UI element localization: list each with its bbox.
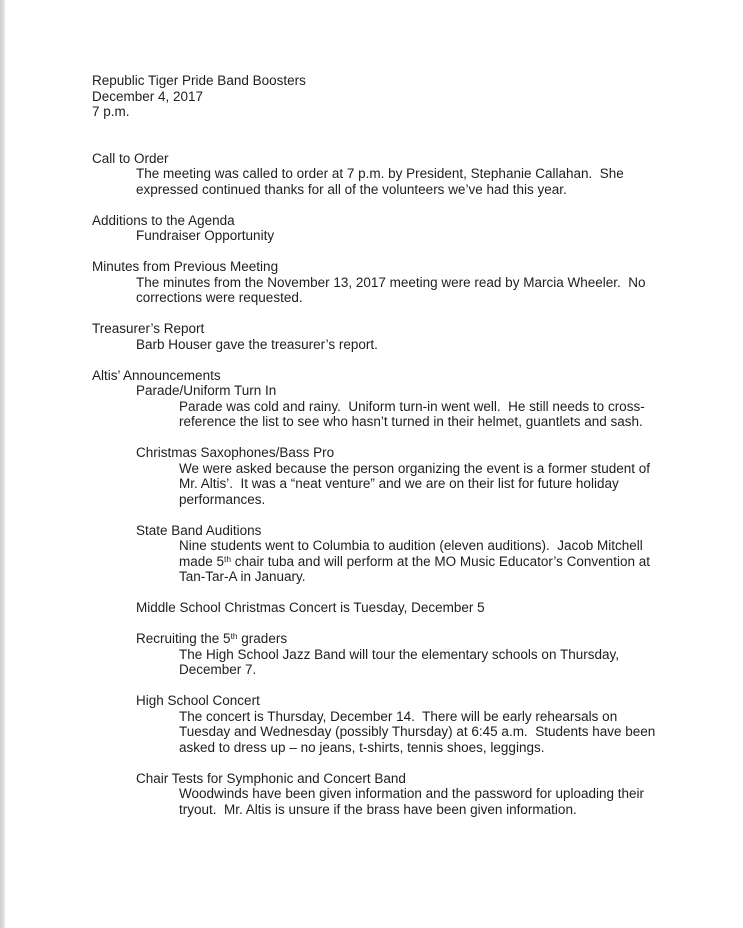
- body-line: reference the list to see who hasn’t turned in their helmet, guantlets and sash.: [179, 414, 643, 429]
- section-title: Altis’ Announcements: [92, 367, 221, 383]
- body-line: performances.: [179, 491, 266, 507]
- body-line: Tan-Tar-A in January.: [179, 569, 306, 584]
- body-line: December 7.: [179, 662, 257, 677]
- section-chair-tests: [0, 771, 743, 818]
- section-title: Minutes from Previous Meeting: [92, 259, 279, 274]
- section-title: Middle School Christmas Concert is Tuesday, December 5: [136, 600, 485, 615]
- body-line: Barb Houser gave the treasurer’s report.: [136, 336, 378, 352]
- body-line: The concert is Thursday, December 14. There will be early rehearsals on: [179, 708, 618, 724]
- section-title: State Band Auditions: [136, 522, 262, 538]
- section-title: Call to Order: [92, 150, 169, 166]
- section-title: Parade/Uniform Turn In: [136, 383, 277, 398]
- section-title: Chair Tests for Symphonic and Concert Band: [136, 770, 406, 786]
- section-high-school-concert: [0, 693, 743, 755]
- body-line: corrections were requested.: [136, 290, 303, 305]
- section-title: Additions to the Agenda: [92, 212, 235, 228]
- section-title: Recruiting the 5th graders: [136, 631, 288, 646]
- body-line: The High School Jazz Band will tour the elementary schools on Thursday,: [179, 646, 619, 662]
- section-christmas-saxophones-bass-pro: [0, 445, 743, 507]
- body-line: asked to dress up – no jeans, t-shirts, tennis shoes, leggings.: [179, 739, 545, 755]
- body-line: tryout. Mr. Altis is unsure if the brass have been given information.: [179, 801, 577, 817]
- doc-header: [0, 73, 743, 120]
- section-parade-uniform-turn-in: [0, 383, 743, 430]
- section-additions-to-agenda: [0, 213, 743, 244]
- body-line: The minutes from the November 13, 2017 meeting were read by Marcia Wheeler. No: [136, 274, 646, 290]
- section-treasurers-report: [0, 321, 743, 352]
- section-title: High School Concert: [136, 693, 260, 708]
- body-line: We were asked because the person organizing the event is a former student of: [179, 460, 651, 476]
- body-line: Nine students went to Columbia to audition (eleven auditions). Jacob Mitchell: [179, 538, 643, 553]
- body-line: Woodwinds have been given information and the password for uploading their: [179, 786, 645, 801]
- body-line: expressed continued thanks for all of the volunteers we’ve had this year.: [136, 181, 567, 197]
- doc-title: Republic Tiger Pride Band Boosters: [92, 73, 306, 88]
- section-call-to-order: [0, 151, 743, 198]
- section-title: Treasurer’s Report: [92, 321, 205, 336]
- body-line: The meeting was called to order at 7 p.m. by President, Stephanie Callahan. She: [136, 166, 624, 181]
- section-altis-announcements: [0, 368, 743, 384]
- body-line: Parade was cold and rainy. Uniform turn-in went well. He still needs to cross-: [179, 398, 645, 414]
- body-line: Mr. Altis’. It was a “neat venture” and we are on their list for future holiday: [179, 476, 619, 491]
- doc-date: December 4, 2017: [92, 88, 204, 104]
- body-line: Fundraiser Opportunity: [136, 228, 275, 243]
- document-content: [0, 73, 743, 817]
- body-line: made 5th chair tuba and will perform at the MO Music Educator’s Convention at: [179, 553, 650, 569]
- body-line: Tuesday and Wednesday (possibly Thursday) at 6:45 a.m. Students have been: [179, 724, 656, 739]
- section-minutes-previous-meeting: [0, 259, 743, 306]
- section-title: Christmas Saxophones/Bass Pro: [136, 445, 335, 460]
- section-middle-school-christmas-concert: [0, 600, 743, 616]
- section-state-band-auditions: [0, 523, 743, 585]
- section-recruiting-5th-graders: [0, 631, 743, 678]
- doc-time: 7 p.m.: [92, 104, 130, 119]
